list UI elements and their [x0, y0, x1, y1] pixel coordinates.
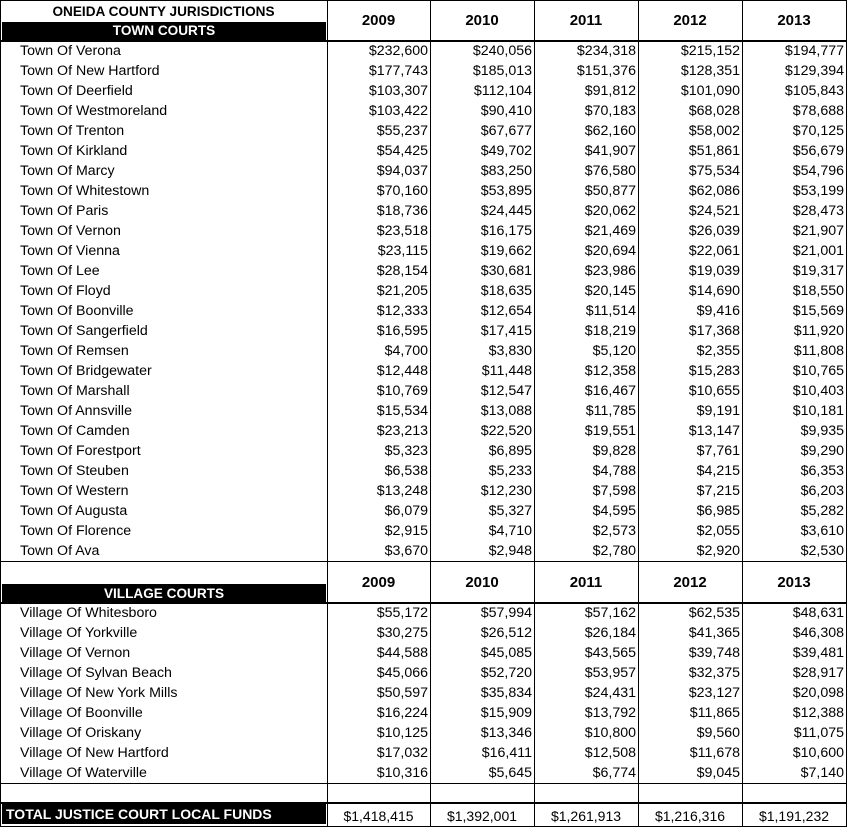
town-value: $3,670 — [384, 543, 428, 559]
town-value: $6,985 — [696, 503, 740, 519]
town-value: $5,233 — [488, 463, 532, 479]
town-value: $7,215 — [696, 483, 740, 499]
village-value: $9,045 — [696, 765, 740, 781]
village-name: Village Of Yorkville — [20, 625, 138, 641]
town-value: $54,796 — [792, 163, 844, 179]
town-value: $19,662 — [480, 243, 532, 259]
village-value: $32,375 — [688, 665, 740, 681]
town-value: $18,550 — [792, 283, 844, 299]
grid-total-top — [0, 802, 847, 804]
village-value: $10,600 — [792, 745, 844, 761]
grid-left — [0, 0, 1, 827]
village-value: $26,184 — [584, 625, 636, 641]
year-header-4: 2013 — [777, 12, 811, 29]
town-value: $53,895 — [480, 183, 532, 199]
grid-col-0 — [327, 0, 328, 827]
town-value: $112,104 — [473, 83, 532, 99]
village-value: $13,346 — [480, 725, 532, 741]
village-value: $6,774 — [592, 765, 636, 781]
town-value: $23,115 — [377, 243, 428, 259]
town-name: Town Of Marshall — [20, 383, 130, 399]
town-name: Town Of Steuben — [20, 463, 129, 479]
town-value: $11,448 — [481, 363, 532, 379]
town-value: $13,248 — [376, 483, 428, 499]
village-value: $53,957 — [584, 665, 636, 681]
town-name: Town Of Vernon — [20, 223, 121, 239]
town-name: Town Of Floyd — [20, 283, 111, 299]
town-value: $53,199 — [792, 183, 844, 199]
town-value: $51,861 — [688, 143, 740, 159]
town-name: Town Of Western — [20, 483, 129, 499]
town-value: $2,948 — [488, 543, 532, 559]
town-name: Town Of New Hartford — [20, 63, 160, 79]
village-value: $7,140 — [800, 765, 844, 781]
town-value: $4,595 — [592, 503, 636, 519]
village-value: $26,512 — [480, 625, 532, 641]
town-name: Town Of Annsville — [20, 403, 132, 419]
town-value: $94,037 — [376, 163, 428, 179]
town-value: $21,907 — [792, 223, 844, 239]
village-value: $23,127 — [688, 685, 740, 701]
town-value: $128,351 — [680, 63, 740, 79]
total-value-3: $1,216,316 — [654, 808, 726, 824]
town-value: $30,681 — [480, 263, 532, 279]
town-value: $90,410 — [480, 103, 532, 119]
town-name: Town Of Marcy — [20, 163, 115, 179]
town-value: $24,445 — [480, 203, 532, 219]
town-value: $6,353 — [800, 463, 844, 479]
village-value: $12,508 — [584, 745, 636, 761]
town-value: $76,580 — [584, 163, 636, 179]
village-name: Village Of Oriskany — [20, 725, 142, 741]
town-name: Town Of Boonville — [20, 303, 134, 319]
town-value: $6,079 — [384, 503, 428, 519]
town-value: $7,598 — [592, 483, 636, 499]
village-year-header-3: 2012 — [673, 574, 707, 591]
town-value: $49,702 — [480, 143, 532, 159]
town-courts-label: TOWN COURTS — [2, 22, 326, 40]
village-value: $35,834 — [480, 685, 532, 701]
town-value: $19,551 — [584, 423, 636, 439]
village-value: $10,316 — [376, 765, 428, 781]
town-value: $10,655 — [688, 383, 740, 399]
town-value: $21,469 — [584, 223, 636, 239]
year-header-0: 2009 — [361, 12, 396, 29]
town-value: $20,694 — [584, 243, 636, 259]
town-value: $101,090 — [680, 83, 740, 99]
village-value: $39,748 — [688, 645, 740, 661]
town-value: $4,700 — [384, 343, 428, 359]
town-value: $12,654 — [480, 303, 532, 319]
town-value: $23,518 — [376, 223, 428, 239]
town-value: $2,920 — [696, 543, 740, 559]
town-value: $103,307 — [368, 83, 428, 99]
town-value: $62,160 — [584, 123, 636, 139]
village-value: $43,565 — [584, 645, 636, 661]
town-value: $129,394 — [784, 63, 844, 79]
town-value: $16,467 — [584, 383, 636, 399]
town-value: $11,920 — [793, 323, 844, 339]
village-name: Village Of Sylvan Beach — [20, 665, 172, 681]
village-value: $46,308 — [792, 625, 844, 641]
village-value: $10,800 — [584, 725, 636, 741]
village-value: $10,125 — [376, 725, 428, 741]
town-value: $6,895 — [488, 443, 532, 459]
town-value: $62,086 — [688, 183, 740, 199]
town-value: $24,521 — [688, 203, 740, 219]
village-value: $45,085 — [480, 645, 532, 661]
town-value: $4,710 — [488, 523, 532, 539]
town-value: $19,039 — [688, 263, 740, 279]
town-value: $68,028 — [688, 103, 740, 119]
town-value: $2,530 — [800, 543, 844, 559]
town-value: $6,538 — [384, 463, 428, 479]
town-name: Town Of Kirkland — [20, 143, 128, 159]
town-value: $4,788 — [592, 463, 636, 479]
village-value: $15,909 — [480, 705, 532, 721]
town-value: $2,573 — [592, 523, 636, 539]
total-label: TOTAL JUSTICE COURT LOCAL FUNDS — [2, 804, 326, 824]
town-value: $234,318 — [576, 43, 636, 59]
town-value: $17,368 — [688, 323, 740, 339]
town-value: $185,013 — [472, 63, 532, 79]
village-value: $30,275 — [376, 625, 428, 641]
town-name: Town Of Whitestown — [20, 183, 150, 199]
village-value: $45,066 — [376, 665, 428, 681]
town-name: Town Of Verona — [20, 43, 121, 59]
town-name: Town Of Augusta — [20, 503, 128, 519]
town-value: $26,039 — [688, 223, 740, 239]
town-name: Town Of Deerfield — [20, 83, 133, 99]
town-value: $70,160 — [376, 183, 428, 199]
town-value: $56,679 — [792, 143, 844, 159]
village-value: $13,792 — [584, 705, 636, 721]
village-name: Village Of New Hartford — [20, 745, 169, 761]
town-value: $78,688 — [792, 103, 844, 119]
village-year-header-2: 2011 — [569, 574, 603, 591]
village-value: $55,172 — [376, 605, 428, 621]
village-name: Village Of New York Mills — [20, 685, 178, 701]
village-year-header-1: 2010 — [465, 574, 499, 591]
town-value: $11,808 — [793, 343, 844, 359]
town-name: Town Of Remsen — [20, 343, 129, 359]
town-name: Town Of Westmoreland — [20, 103, 168, 119]
town-value: $18,219 — [584, 323, 636, 339]
town-name: Town Of Paris — [20, 203, 109, 219]
village-value: $50,597 — [376, 685, 428, 701]
village-value: $44,588 — [376, 645, 428, 661]
town-name: Town Of Vienna — [20, 243, 120, 259]
town-value: $10,769 — [376, 383, 428, 399]
town-value: $9,290 — [800, 443, 844, 459]
town-name: Town Of Trenton — [20, 123, 125, 139]
total-value-0: $1,418,415 — [343, 808, 414, 824]
grid-header-bottom — [0, 40, 847, 42]
town-value: $16,175 — [480, 223, 532, 239]
village-value: $11,865 — [689, 705, 740, 721]
total-value-1: $1,392,001 — [446, 808, 518, 824]
town-value: $12,358 — [584, 363, 636, 379]
town-name: Town Of Forestport — [20, 443, 141, 459]
table-title: ONEIDA COUNTY JURISDICTIONS — [52, 4, 275, 19]
village-value: $62,535 — [688, 605, 740, 621]
town-value: $10,181 — [792, 403, 844, 419]
grid-village-header-bottom — [0, 602, 847, 604]
town-value: $9,828 — [592, 443, 636, 459]
town-value: $58,002 — [688, 123, 740, 139]
town-value: $18,736 — [376, 203, 428, 219]
town-value: $9,416 — [696, 303, 740, 319]
village-value: $57,994 — [480, 605, 532, 621]
town-value: $2,055 — [696, 523, 740, 539]
village-value: $24,431 — [584, 685, 636, 701]
village-value: $5,645 — [488, 765, 532, 781]
town-value: $15,534 — [376, 403, 428, 419]
grid-col-2 — [534, 0, 535, 827]
village-year-header-0: 2009 — [361, 574, 396, 591]
grid-col-1 — [430, 0, 431, 827]
village-value: $48,631 — [792, 605, 844, 621]
town-value: $3,610 — [800, 523, 844, 539]
town-value: $13,088 — [480, 403, 532, 419]
town-value: $10,765 — [792, 363, 844, 379]
grid-col-3 — [638, 0, 639, 827]
town-value: $11,514 — [585, 303, 636, 319]
town-value: $215,152 — [680, 43, 740, 59]
town-value: $28,473 — [792, 203, 844, 219]
town-value: $11,785 — [585, 403, 636, 419]
town-value: $22,520 — [480, 423, 532, 439]
village-value: $17,032 — [376, 745, 428, 761]
town-value: $12,547 — [480, 383, 532, 399]
town-value: $240,056 — [472, 43, 532, 59]
town-value: $23,213 — [376, 423, 428, 439]
town-value: $15,569 — [792, 303, 844, 319]
town-name: Town Of Bridgewater — [20, 363, 152, 379]
town-value: $2,355 — [696, 343, 740, 359]
town-value: $18,635 — [480, 283, 532, 299]
town-name: Town Of Camden — [20, 423, 130, 439]
town-value: $7,761 — [696, 443, 740, 459]
town-value: $16,595 — [376, 323, 428, 339]
town-value: $9,191 — [696, 403, 740, 419]
town-value: $12,448 — [376, 363, 428, 379]
village-value: $9,560 — [696, 725, 740, 741]
town-value: $194,777 — [784, 43, 844, 59]
town-value: $12,333 — [376, 303, 428, 319]
town-value: $91,812 — [584, 83, 636, 99]
year-header-3: 2012 — [673, 12, 707, 29]
year-header-2: 2011 — [569, 12, 603, 29]
town-value: $20,145 — [584, 283, 636, 299]
town-value: $14,690 — [688, 283, 740, 299]
grid-village-end — [0, 783, 847, 784]
town-value: $5,327 — [488, 503, 532, 519]
town-value: $4,215 — [696, 463, 740, 479]
village-value: $52,720 — [480, 665, 532, 681]
town-value: $70,125 — [792, 123, 844, 139]
town-value: $15,283 — [688, 363, 740, 379]
town-value: $5,282 — [800, 503, 844, 519]
town-value: $232,600 — [368, 43, 428, 59]
town-value: $6,203 — [800, 483, 844, 499]
town-value: $5,323 — [384, 443, 428, 459]
town-value: $54,425 — [376, 143, 428, 159]
town-value: $17,415 — [480, 323, 532, 339]
town-value: $20,062 — [584, 203, 636, 219]
grid-town-end — [0, 561, 847, 562]
town-name: Town Of Florence — [20, 523, 132, 539]
town-value: $23,986 — [584, 263, 636, 279]
town-value: $50,877 — [584, 183, 636, 199]
town-value: $21,001 — [792, 243, 844, 259]
village-courts-label: VILLAGE COURTS — [2, 584, 326, 603]
town-value: $83,250 — [480, 163, 532, 179]
village-value: $11,678 — [689, 745, 740, 761]
town-value: $70,183 — [584, 103, 636, 119]
town-value: $21,205 — [376, 283, 428, 299]
village-name: Village Of Vernon — [20, 645, 131, 661]
year-header-1: 2010 — [465, 12, 499, 29]
town-value: $3,830 — [488, 343, 532, 359]
town-value: $67,677 — [480, 123, 532, 139]
town-value: $105,843 — [784, 83, 844, 99]
village-value: $11,075 — [793, 725, 844, 741]
town-value: $2,915 — [384, 523, 428, 539]
town-value: $103,422 — [368, 103, 428, 119]
village-name: Village Of Waterville — [20, 765, 147, 781]
village-year-header-4: 2013 — [777, 574, 811, 591]
town-value: $55,237 — [376, 123, 428, 139]
town-value: $5,120 — [592, 343, 636, 359]
town-name: Town Of Ava — [20, 543, 100, 559]
village-value: $16,224 — [376, 705, 428, 721]
town-name: Town Of Lee — [20, 263, 100, 279]
village-value: $28,917 — [792, 665, 844, 681]
total-value-2: $1,261,913 — [550, 808, 622, 824]
grid-col-4 — [742, 0, 743, 827]
village-value: $39,481 — [792, 645, 844, 661]
village-value: $20,098 — [792, 685, 844, 701]
town-value: $41,907 — [584, 143, 636, 159]
town-value: $10,403 — [792, 383, 844, 399]
town-value: $22,061 — [688, 243, 740, 259]
village-value: $12,388 — [792, 705, 844, 721]
town-value: $151,376 — [576, 63, 636, 79]
village-value: $16,411 — [481, 745, 532, 761]
village-value: $41,365 — [688, 625, 740, 641]
town-value: $28,154 — [376, 263, 428, 279]
town-value: $2,780 — [592, 543, 636, 559]
town-value: $12,230 — [480, 483, 532, 499]
grid-top — [0, 0, 847, 1]
village-value: $57,162 — [584, 605, 636, 621]
town-value: $9,935 — [800, 423, 844, 439]
town-value: $75,534 — [688, 163, 740, 179]
town-value: $177,743 — [368, 63, 428, 79]
town-value: $19,317 — [792, 263, 844, 279]
town-value: $13,147 — [688, 423, 740, 439]
town-name: Town Of Sangerfield — [20, 323, 148, 339]
total-value-4: $1,191,232 — [758, 808, 830, 824]
village-name: Village Of Boonville — [20, 705, 143, 721]
village-name: Village Of Whitesboro — [20, 605, 157, 621]
